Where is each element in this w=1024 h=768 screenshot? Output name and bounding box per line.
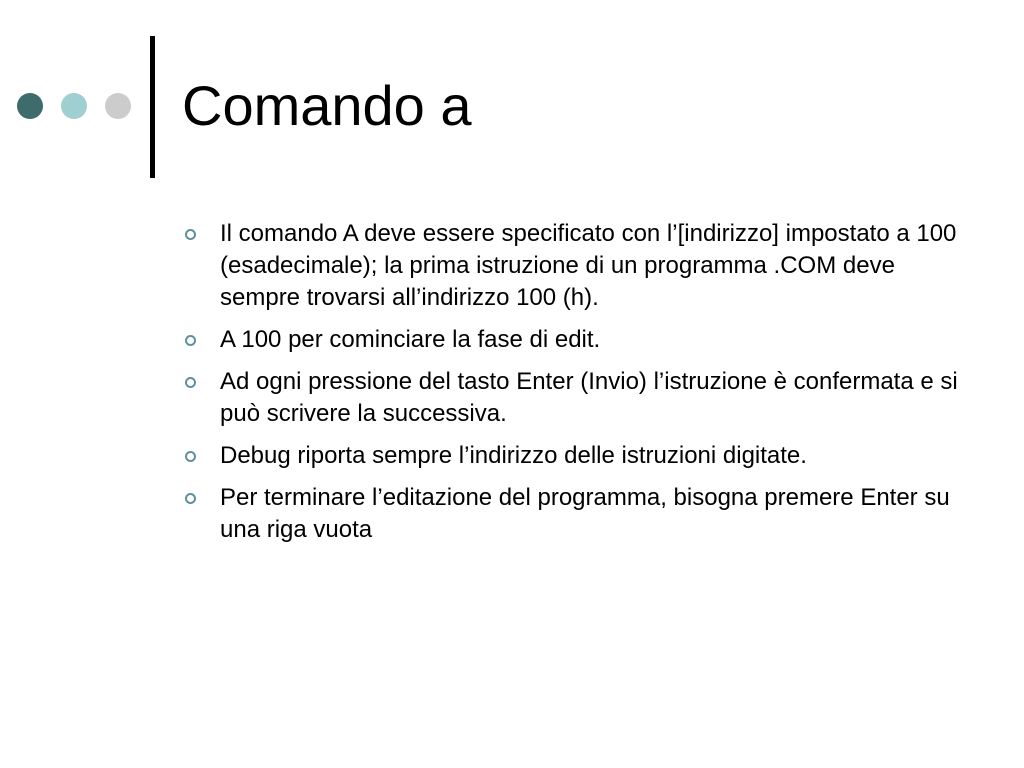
bullet-text: Debug riporta sempre l’indirizzo delle istruzioni digitate. <box>220 442 807 469</box>
hollow-circle-icon <box>185 451 196 462</box>
bullet-item <box>180 482 960 546</box>
bullet-item <box>180 324 960 356</box>
dot-gray-icon <box>105 93 131 119</box>
bullet-item <box>180 218 960 314</box>
dot-light-icon <box>61 93 87 119</box>
three-dots-icon <box>17 93 133 121</box>
dot-dark-icon <box>17 93 43 119</box>
bullet-list <box>180 218 960 556</box>
bullet-text: Il comando A deve essere specificato con l’[indirizzo] impostato a 100 (esadecimale); la prima istruzione di un programma .COM deve sempre trovarsi all’indirizzo 100 (h). <box>220 220 957 311</box>
bullet-item <box>180 366 960 430</box>
bullet-item <box>180 440 960 472</box>
hollow-circle-icon <box>185 335 196 346</box>
bullet-text: A 100 per cominciare la fase di edit. <box>220 326 601 353</box>
bullet-text: Per terminare l’editazione del programma, bisogna premere Enter su una riga vuota <box>220 484 950 543</box>
hollow-circle-icon <box>185 229 196 240</box>
hollow-circle-icon <box>185 493 196 504</box>
hollow-circle-icon <box>185 377 196 388</box>
bullet-text: Ad ogni pressione del tasto Enter (Invio) l’istruzione è confermata e si può scrivere la successiva. <box>220 368 958 427</box>
slide-title: Comando a <box>182 74 472 137</box>
title-divider <box>150 36 155 178</box>
